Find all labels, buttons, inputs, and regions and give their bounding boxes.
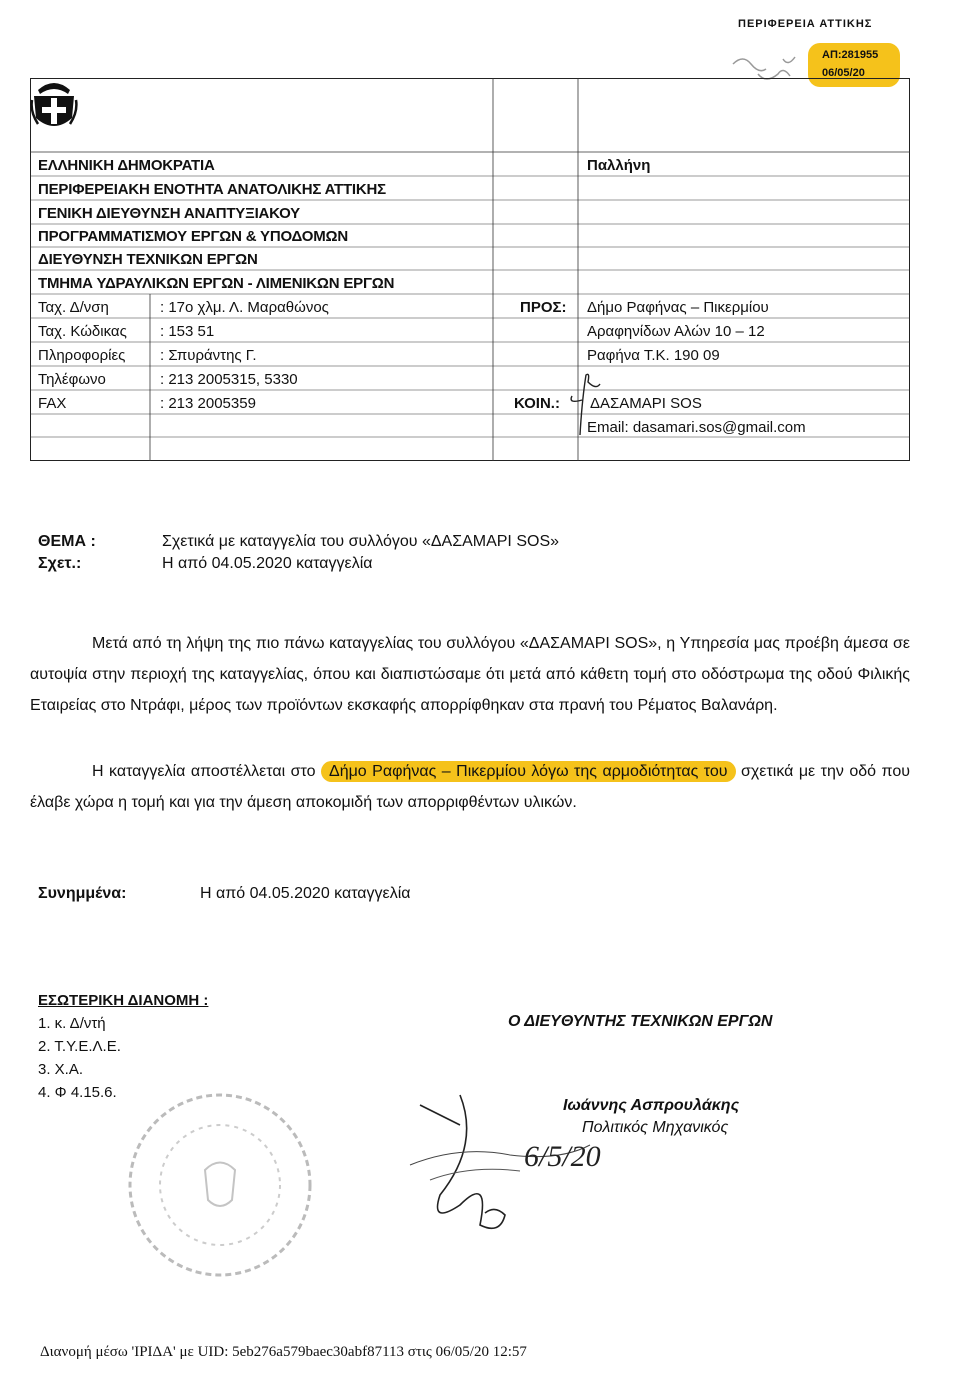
handwritten-mark <box>560 370 610 440</box>
recipient-line-2: Αραφηνίδων Αλών 10 – 12 <box>587 323 765 340</box>
highlighted-recipient-text: Δήμο Ραφήνας – Πικερμίου λόγω της αρμοδιότητας του <box>321 761 736 782</box>
detail-value-phone: : 213 2005315, 5330 <box>160 371 298 388</box>
detail-label-fax: FAX <box>38 395 67 412</box>
handwritten-date: 6/5/20 <box>524 1140 601 1173</box>
subject-text: Σχετικά με καταγγελία του συλλόγου «ΔΑΣΑΜΑΡΙ SOS» <box>162 533 560 550</box>
detail-value-address: : 17ο χλμ. Λ. Μαραθώνος <box>160 299 329 316</box>
sender-line-1: ΕΛΛΗΝΙΚΗ ΔΗΜΟΚΡΑΤΙΑ <box>38 157 215 174</box>
distribution-item: 1. κ. Δ/ντή <box>38 1015 106 1032</box>
detail-label-postcode: Ταχ. Κώδικας <box>38 323 127 340</box>
attachments-label: Συνημμένα: <box>38 885 127 902</box>
detail-label-info: Πληροφορίες <box>38 347 126 364</box>
place-name: Παλλήνη <box>587 157 651 174</box>
sender-line-4: ΠΡΟΓΡΑΜΜΑΤΙΣΜΟΥ ΕΡΓΩΝ & ΥΠΟΔΟΜΩΝ <box>38 228 348 245</box>
paragraph-2-end: σχετικά με την οδό που έλαβε χώρα η τομή και για την άμεση αποκομιδή των απορριφθέντων υλικών. <box>30 763 910 811</box>
distribution-item: 2. Τ.Υ.Ε.Λ.Ε. <box>38 1038 121 1055</box>
detail-value-info: : Σπυράντης Γ. <box>160 347 257 364</box>
sender-line-5: ΔΙΕΥΘΥΝΣΗ ΤΕΧΝΙΚΩΝ ΕΡΓΩΝ <box>38 251 258 268</box>
official-seal <box>120 1075 320 1295</box>
subject-label: ΘΕΜΑ : <box>38 533 96 550</box>
recipient-label: ΠΡΟΣ: <box>520 299 567 316</box>
recipient-line-1: Δήμο Ραφήνας – Πικερμίου <box>587 299 769 316</box>
sender-line-2: ΠΕΡΙΦΕΡΕΙΑΚΗ ΕΝΟΤΗΤΑ ΑΝΑΤΟΛΙΚΗΣ ΑΤΤΙΚΗΣ <box>38 181 386 198</box>
paragraph-2-start: Η καταγγελία αποστέλλεται στο <box>92 763 316 780</box>
region-stamp-title: ΠΕΡΙΦΕΡΕΙΑ ΑΤΤΙΚΗΣ <box>738 18 873 30</box>
body-paragraph-1: Μετά από τη λήψη της πιο πάνω καταγγελίας του συλλόγου «ΔΑΣΑΜΑΡΙ SOS», η Υπηρεσία μας προέβη άμεσα σε αυτοψία στην περιοχή της καταγγελίας, όπου και διαπιστώσαμε ότι μετά από κάθετη τομή στο οδόστρωμα της οδού Φιλικής Εταιρείας στο Ντράφι, μέρος των προϊόντων εκσκαφής απορρίφθηκαν στα πρανή του Ρέματος Βαλανάρη. <box>30 635 910 714</box>
detail-label-address: Ταχ. Δ/νση <box>38 299 109 316</box>
signer-role: Ο ΔΙΕΥΘΥΝΤΗΣ ΤΕΧΝΙΚΩΝ ΕΡΓΩΝ <box>508 1013 773 1030</box>
internal-distribution-title: ΕΣΩΤΕΡΙΚΗ ΔΙΑΝΟΜΗ : <box>38 992 209 1009</box>
cc-line-2: Email: dasamari.sos@gmail.com <box>587 419 806 436</box>
attachments-text: Η από 04.05.2020 καταγγελία <box>200 885 411 902</box>
protocol-date: 06/05/20 <box>822 67 865 79</box>
detail-value-postcode: : 153 51 <box>160 323 215 340</box>
distribution-list <box>38 1012 121 1104</box>
cc-line-1: ΔΑΣΑΜΑΡΙ SOS <box>590 395 702 412</box>
protocol-number: ΑΠ:281955 <box>822 49 879 61</box>
hellenic-republic-emblem <box>30 78 78 134</box>
distribution-item: 4. Φ 4.15.6. <box>38 1084 117 1101</box>
body-paragraph-2 <box>30 756 910 818</box>
letterhead-table <box>30 78 910 461</box>
document-footer: Διανομή μέσω 'ΙΡΙΔΑ' με UID: 5eb276a579baec30abf87113 στις 06/05/20 12:57 <box>40 1344 527 1360</box>
signer-name: Ιωάννης Ασπρουλάκης <box>563 1097 740 1114</box>
sender-line-3: ΓΕΝΙΚΗ ΔΙΕΥΘΥΝΣΗ ΑΝΑΠΤΥΞΙΑΚΟΥ <box>38 205 300 222</box>
distribution-item: 3. Χ.Α. <box>38 1061 84 1078</box>
detail-label-phone: Τηλέφωνο <box>38 371 106 388</box>
detail-value-fax: : 213 2005359 <box>160 395 256 412</box>
recipient-line-3: Ραφήνα Τ.Κ. 190 09 <box>587 347 720 364</box>
reference-label: Σχετ.: <box>38 555 82 572</box>
signer-title: Πολιτικός Μηχανικός <box>582 1119 729 1136</box>
sender-line-6: ΤΜΗΜΑ ΥΔΡΑΥΛΙΚΩΝ ΕΡΓΩΝ - ΛΙΜΕΝΙΚΩΝ ΕΡΓΩΝ <box>38 275 395 292</box>
reference-text: Η από 04.05.2020 καταγγελία <box>162 555 373 572</box>
cc-label: ΚΟΙΝ.: <box>514 395 560 412</box>
